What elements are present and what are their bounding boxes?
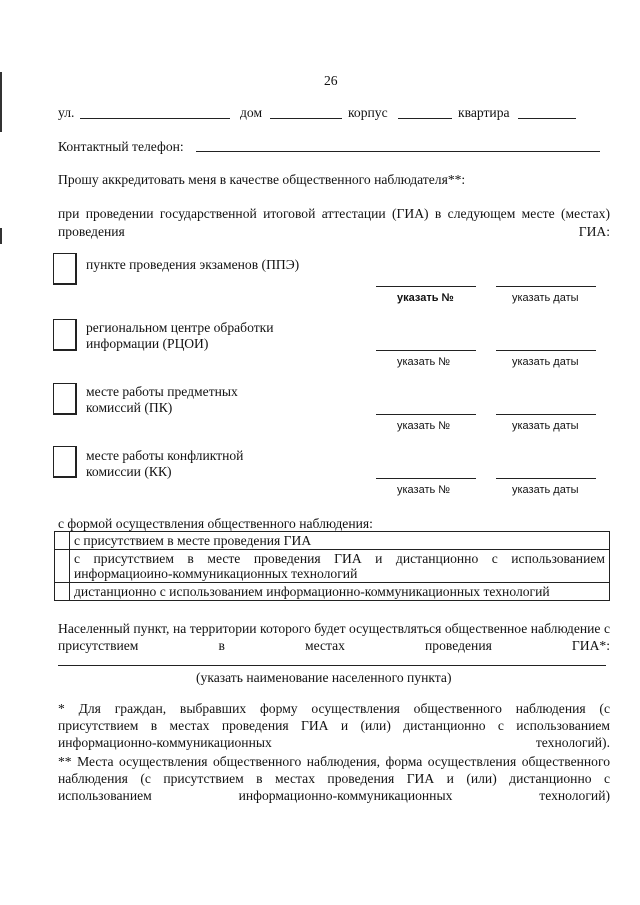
checkbox-rcoi[interactable]: [53, 319, 77, 351]
scan-edge-mark: [0, 72, 2, 132]
table-row: [55, 532, 610, 550]
place-rcoi-dates-field[interactable]: [496, 350, 596, 351]
apartment-label: квартира: [458, 105, 510, 120]
request-text: Прошу аккредитовать меня в качестве общественного наблюдателя**:: [58, 172, 466, 187]
form-checkbox-onsite[interactable]: [55, 532, 70, 550]
street-label: ул.: [58, 105, 75, 120]
place-kk-number-field[interactable]: [376, 478, 476, 479]
place-kk-number-label: указать №: [397, 484, 451, 496]
phone-label: Контактный телефон:: [58, 139, 184, 154]
place-rcoi-label-line1: региональном центре обработки: [86, 320, 274, 335]
place-kk-dates-label: указать даты: [512, 484, 579, 496]
place-pk-label-line2: комиссий (ПК): [86, 400, 173, 415]
place-ppe-dates-field[interactable]: [496, 286, 596, 287]
place-rcoi-label-line2: информации (РЦОИ): [86, 336, 209, 351]
place-pk-dates-label: указать даты: [512, 420, 579, 432]
page-number: 26: [324, 73, 338, 88]
form-option-onsite-and-remote: с присутствием в месте проведения ГИА и дистанционно с использованием информациоино-коммуникационных технологий: [70, 550, 610, 583]
observation-forms-table: [54, 531, 610, 601]
checkbox-kk[interactable]: [53, 446, 77, 478]
place-rcoi-dates-label: указать даты: [512, 356, 579, 368]
place-pk-dates-field[interactable]: [496, 414, 596, 415]
form-option-onsite: с присутствием в месте проведения ГИА: [70, 532, 610, 550]
house-field[interactable]: [270, 118, 342, 119]
place-rcoi-number-label: указать №: [397, 356, 451, 368]
table-row: [55, 583, 610, 601]
apartment-field[interactable]: [518, 118, 576, 119]
place-ppe-number-field[interactable]: [376, 286, 476, 287]
table-row: [55, 550, 610, 583]
checkbox-pk[interactable]: [53, 383, 77, 415]
place-ppe-number-label: указать №: [397, 292, 454, 304]
place-pk-number-field[interactable]: [376, 414, 476, 415]
forms-title: с формой осуществления общественного наблюдения:: [58, 516, 373, 531]
place-kk-label-line2: комиссии (КК): [86, 464, 172, 479]
form-option-remote: дистанционно с использованием информационно-коммуникационных технологий: [70, 583, 610, 601]
house-label: дом: [240, 105, 263, 120]
footnote-single-star: * Для граждан, выбравших форму осуществления общественного наблюдения (с присутствием в местах проведения ГИА и (или) дистанционно с использованием информационно-коммуникационных технологий).: [58, 701, 610, 750]
locality-caption: (указать наименование населенного пункта): [196, 670, 452, 685]
form-checkbox-remote[interactable]: [55, 583, 70, 601]
checkbox-ppe[interactable]: [53, 253, 77, 285]
scan-edge-mark: [0, 228, 2, 244]
place-kk-label-line1: месте работы конфликтной: [86, 448, 244, 463]
gia-intro-text: при проведении государственной итоговой аттестации (ГИА) в следующем месте (местах) проведения ГИА:: [58, 206, 610, 239]
place-pk-number-label: указать №: [397, 420, 451, 432]
locality-field[interactable]: [58, 665, 606, 666]
place-ppe-dates-label: указать даты: [512, 292, 579, 304]
building-label: корпус: [348, 105, 388, 120]
place-ppe-label: пункте проведения экзаменов (ППЭ): [86, 257, 300, 272]
locality-text: Населенный пункт, на территории которого будет осуществляться общественное наблюдение с присутствием в местах проведения ГИА*:: [58, 621, 610, 653]
form-checkbox-onsite-and-remote[interactable]: [55, 550, 70, 583]
street-field[interactable]: [80, 118, 230, 119]
place-pk-label-line1: месте работы предметных: [86, 384, 238, 399]
footnote-double-star: ** Места осуществления общественного наблюдения, форма осуществления общественного наблюдения (с присутствием в местах проведения ГИА и (или) дистанционно с использованием информационно-коммуникационных технологий): [58, 754, 610, 803]
place-rcoi-number-field[interactable]: [376, 350, 476, 351]
place-kk-dates-field[interactable]: [496, 478, 596, 479]
building-field[interactable]: [398, 118, 452, 119]
phone-field[interactable]: [196, 151, 600, 152]
